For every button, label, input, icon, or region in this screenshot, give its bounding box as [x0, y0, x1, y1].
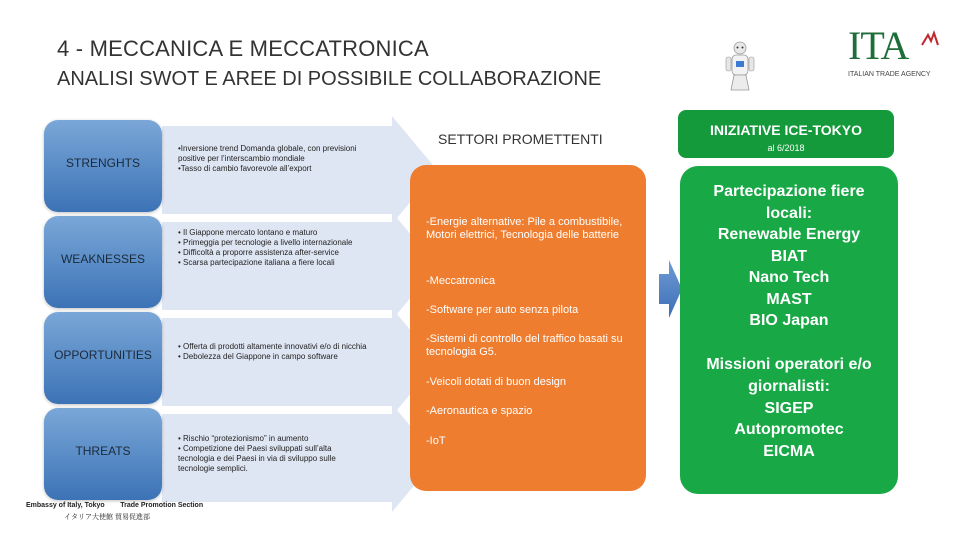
fiere-item: Nano Tech — [748, 269, 830, 286]
settori-item: -Software per auto senza pilota — [426, 304, 579, 316]
swot-bullet: •Inversione trend Domanda globale, con previsioni positive per l’interscambio mondiale — [178, 144, 357, 163]
ita-logo-mark: ITA — [848, 23, 909, 68]
slide-subtitle: ANALISI SWOT E AREE DI POSSIBILE COLLABORAZIONE — [57, 68, 602, 90]
swot-bullet: • Primeggia per tecnologie a livello internazionale — [178, 238, 353, 247]
swot-label: STRENGHTS — [65, 156, 140, 170]
iniziative-panel — [680, 166, 898, 494]
swot-bullets — [178, 434, 368, 474]
missioni-item: SIGEP — [764, 400, 814, 417]
swot-bullets — [178, 228, 368, 268]
slide-title: 4 - MECCANICA E MECCATRONICA — [57, 36, 429, 61]
swot-weaknesses — [44, 212, 384, 308]
swot-label: THREATS — [75, 444, 131, 458]
ita-logo-emblem-icon — [920, 29, 940, 49]
settori-item: -Meccatronica — [426, 275, 496, 287]
missioni-item: EICMA — [763, 443, 815, 460]
swot-opportunities — [44, 308, 384, 404]
iniziative-date: al 6/2018 — [767, 143, 805, 153]
swot-bullet: • Debolezza del Giappone in campo software — [178, 352, 338, 361]
iniziative-header — [678, 110, 894, 158]
settori-item: -IoT — [426, 435, 446, 447]
robot-icon — [723, 40, 757, 92]
swot-bullet: • Rischio “protezionismo” in aumento — [178, 434, 309, 443]
embassy-line: Embassy of Italy, Tokyo Trade Promotion Section — [26, 502, 204, 509]
missioni-item: Autopromotec — [734, 421, 844, 438]
missioni-heading: Missioni operatori e/o giornalisti: — [706, 356, 872, 395]
swot-label-box — [44, 312, 162, 404]
swot-bullet: • Il Giappone mercato lontano e maturo — [178, 228, 318, 237]
swot-threats — [44, 404, 384, 500]
fiere-item: BIO Japan — [749, 312, 829, 329]
swot-bullet: • Difficoltà a proporre assistenza after-service — [178, 248, 339, 257]
swot-label-box — [44, 408, 162, 500]
settori-item: -Veicoli dotati di buon design — [426, 376, 567, 388]
swot-label-box — [44, 120, 162, 212]
fiere-item: BIAT — [770, 248, 808, 265]
settori-item: -Sistemi di controllo del traffico basati su tecnologia G5. — [426, 333, 623, 358]
right-arrow-icon — [162, 308, 442, 416]
swot-bullet: • Competizione dei Paesi sviluppati sull’alta tecnologia e dei Paesi in via di sviluppo sulle tecnologie semplici. — [178, 444, 336, 473]
ita-logo — [848, 24, 944, 84]
settori-panel — [410, 165, 646, 491]
iniziative-title: INIZIATIVE ICE-TOKYO — [710, 122, 862, 138]
swot-label: OPPORTUNITIES — [54, 348, 152, 362]
fiere-heading: Partecipazione fiere locali: — [713, 183, 865, 222]
settori-item: -Aeronautica e spazio — [426, 405, 533, 417]
swot-label: WEAKNESSES — [60, 252, 146, 266]
swot-bullet: • Offerta di prodotti altamente innovativi e/o di nicchia — [178, 342, 367, 351]
settori-title: SETTORI PROMETTENTI — [438, 131, 603, 147]
swot-bullet: • Scarsa partecipazione italiana a fiere locali — [178, 258, 335, 267]
embassy-footer — [26, 500, 203, 524]
swot-label-box — [44, 216, 162, 308]
swot-strengths — [44, 116, 384, 212]
settori-item: -Energie alternative: Pile a combustibile, Motori elettrici, Tecnologia delle batterie — [426, 216, 623, 241]
embassy-line-japanese: イタリア大使館 貿易促進部 — [64, 514, 150, 521]
fiere-item: Renewable Energy — [717, 226, 861, 243]
swot-bullets — [178, 144, 368, 174]
swot-bullet: •Tasso di cambio favorevole all’export — [178, 164, 312, 173]
fiere-item: MAST — [766, 291, 812, 308]
ita-logo-subtitle: ITALIAN TRADE AGENCY — [848, 71, 931, 78]
swot-bullets — [178, 342, 368, 362]
